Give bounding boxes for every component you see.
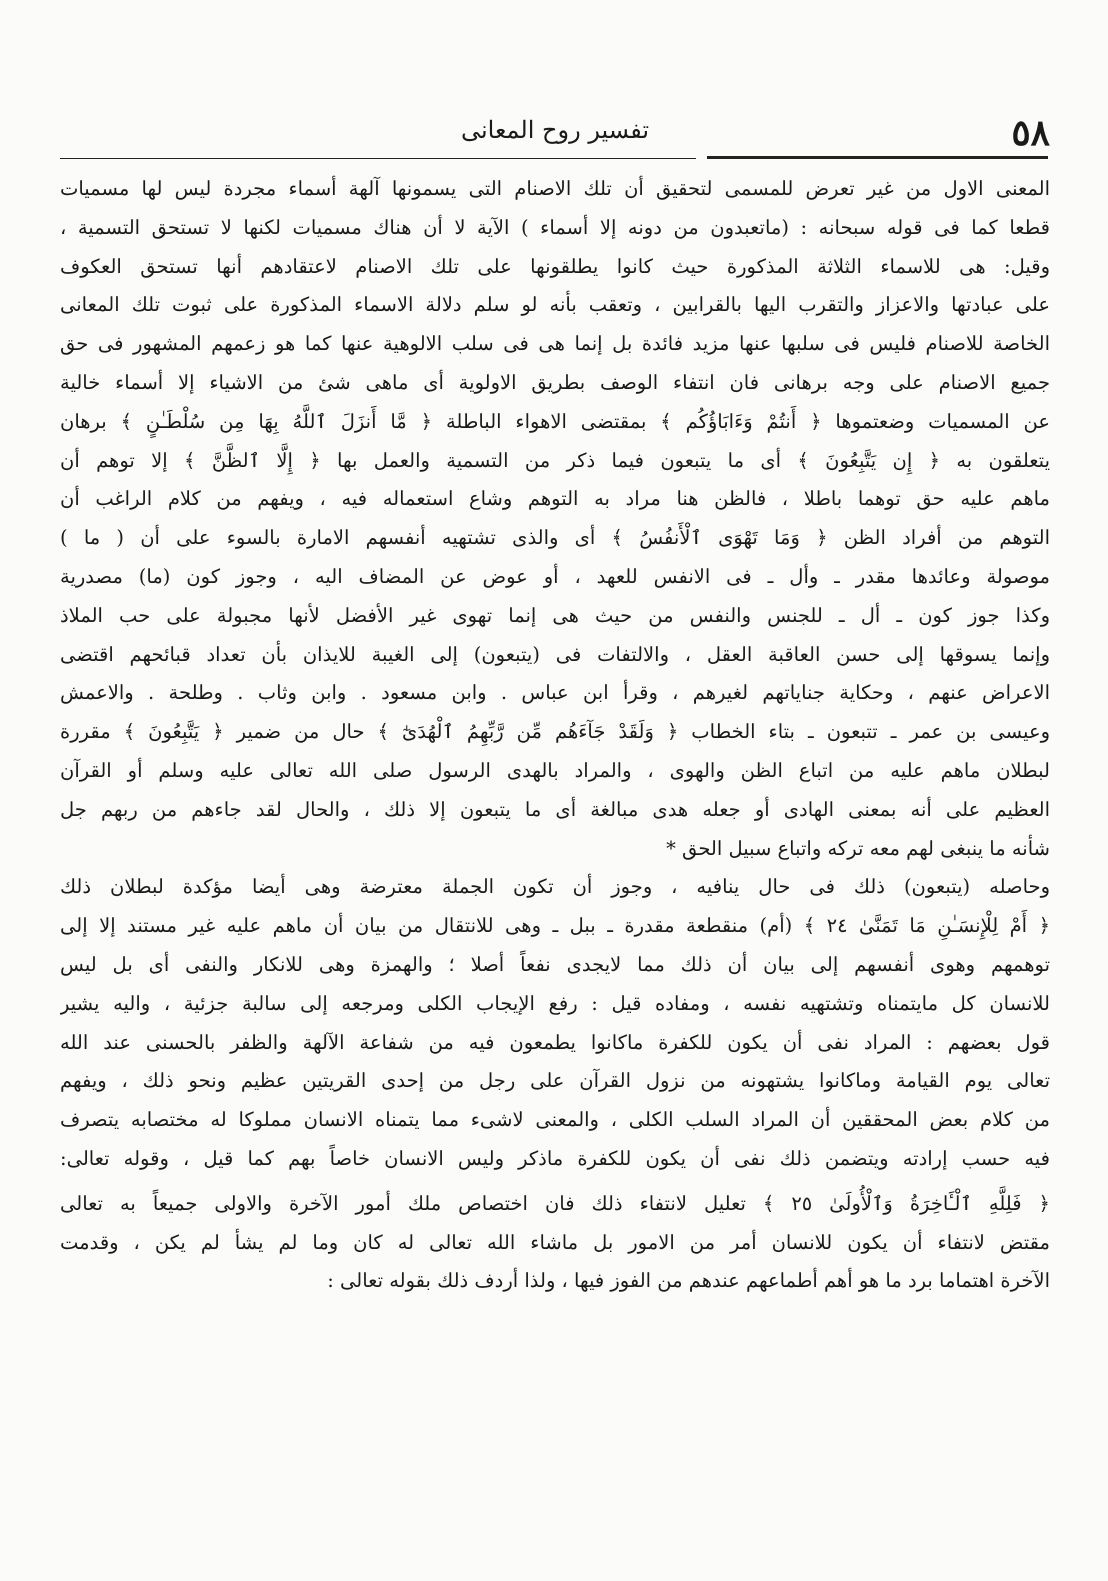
text-line: ﴿ فَلِلَّهِ ٱلْـَٔاخِرَةُ وَٱلْأُولَىٰ ٢٥ ﴾ تعليل لانتفاء ذلك فان اختصاص ملك أمور الآخرة والاولى جميعاً به تعالى	[60, 1191, 1050, 1215]
text-line: وإنما يسوقها إلى حسن العاقبة العقل ، والالتفات فى (يتبعون) إلى الغيبة للايذان بأن تعداد قبائحهم اقتضى	[60, 642, 1050, 666]
text-line: يتعلقون به ﴿ إِن يَتَّبِعُونَ ﴾ أى ما يتبعون فيما ذكر من التسمية والعمل بها ﴿ إِلَّا ٱلظَّنَّ ﴾ إلا توهم أن	[60, 448, 1050, 472]
text-line: ﴿ أَمْ لِلْإِنسَـٰنِ مَا تَمَنَّىٰ ٢٤ ﴾ (أم) منقطعة مقدرة ـ ببل ـ وهى للانتقال من بيان أن ماهم عليه غير مستند إلا إلى	[60, 914, 1050, 938]
text-line: الآخرة اهتماما برد ما هو أهم أطماعهم عندهم من الفوز فيها ، ولذا أردف ذلك بقوله تعالى :	[327, 1269, 1050, 1293]
text-line: وعيسى بن عمر ـ تتبعون ـ بتاء الخطاب ﴿ وَلَقَدْ جَآءَهُم مِّن رَّبِّهِمُ ٱلْهُدَىٰٓ ﴾ حال من ضمير ﴿ يَتَّبِعُونَ ﴾ مقررة	[60, 720, 1050, 744]
text-line: مقتض لانتفاء أن يكون للانسان أمر من الامور بل ماشاء الله تعالى له كان وما لم يشأ لم يكن ، وقدمت	[60, 1230, 1050, 1254]
text-line: فيه حسب إرادته ويتضمن ذلك نفى أن يكون للكفرة ماذكر وليس الانسان خاصاً بهم كما قيل ، وقوله تعالى:	[60, 1146, 1050, 1170]
text-line: المعنى الاول من غير تعرض للمسمى لتحقيق أن تلك الاصنام التى يسمونها آلهة أسماء مجردة ليس لها مسميات	[60, 177, 1050, 200]
header-rule-thin	[60, 158, 696, 159]
text-line: شأنه ما ينبغى لهم معه تركه واتباع سبيل الحق *	[666, 836, 1050, 860]
text-line: التوهم من أفراد الظن ﴿ وَمَا تَهْوَى ٱلْأَنفُسُ ﴾ أى والذى تشتهيه أنفسهم الامارة بالسوء على أن ( ما )	[60, 526, 1050, 550]
page-number: ٥٨	[1011, 112, 1050, 154]
body-text	[60, 170, 1050, 1301]
text-line: قول بعضهم : المراد نفى أن يكون للكفرة ماكانوا يطمعون فيه من شفاعة الآلهة والظفر بالحسنى عند الله	[60, 1030, 1050, 1054]
text-line: العظيم على أنه بمعنى الهادى أو جعله هدى مبالغة أى ما يتبعون إلا ذلك ، والحال لقد جاءهم من ربهم جل	[60, 797, 1050, 821]
text-line: توهمهم وهوى أنفسهم إلى بيان أن ذلك مما لايجدى نفعاً أصلا ؛ والهمزة وهى للانكار والنفى أى بل ليس	[60, 952, 1050, 976]
text-line: وحاصله (يتبعون) ذلك فى حال ينافيه ، وجوز أن تكون الجملة معترضة وهى أيضا مؤكدة لبطلان ذلك	[60, 875, 1050, 899]
text-line: قطعا كما فى قوله سبحانه : (ماتعبدون من دونه إلا أسماء ) الآية لا أن هناك مسميات لكنها لا تستحق التسمية ،	[60, 215, 1050, 239]
running-title: تفسير روح المعانى	[460, 116, 650, 144]
text-line: موصولة وعائدها مقدر ـ وأل ـ فى الانفس للعهد ، أو عوض عن المضاف اليه ، وجوز كون (ما) مصدرية	[60, 564, 1050, 588]
text-line: وكذا جوز كون ـ أل ـ للجنس والنفس من حيث هى إنما تهوى غير الأفضل لأنها مجبولة على حب الملاذ	[60, 603, 1050, 627]
text-line: على عبادتها والاعزاز والتقرب اليها بالقرابين ، وتعقب بأنه لو سلم دلالة الاسماء المذكورة على ثبوت تلك المعانى	[60, 293, 1050, 317]
text-line: وقيل: هى للاسماء الثلاثة المذكورة حيث كانوا يطلقونها على تلك الاصنام لاعتقادهم أنها تستحق العكوف	[60, 254, 1050, 278]
text-line: جميع الاصنام على وجه برهانى فان انتفاء الوصف بطريق الاولوية أى ماهى شئ من الاشياء إلا أسماء خالية	[60, 370, 1050, 394]
text-line: عن المسميات وضعتموها ﴿ أَنتُمْ وَءَابَاؤُكُم ﴾ بمقتضى الاهواء الباطلة ﴿ مَّا أَنزَلَ ٱللَّهُ بِهَا مِن سُلْطَـٰنٍ ﴾ برهان	[60, 409, 1050, 433]
text-line: ماهم عليه حق توهما باطلا ، فالظن هنا مراد به التوهم وشاع استعماله فيه ، ويفهم من كلام الراغب أن	[60, 487, 1050, 511]
text-line: لبطلان ماهم عليه من اتباع الظن والهوى ، والمراد بالهدى الرسول صلى الله تعالى عليه وسلم أو القرآن	[60, 758, 1050, 782]
text-line: للانسان كل مايتمناه وتشتهيه نفسه ، ومفاده قيل : رفع الإيجاب الكلى ومرجعه إلى سالبة جزئية ، واليه يشير	[60, 991, 1050, 1015]
text-line: الاعراض عنهم ، وحكاية جناياتهم لغيرهم ، وقرأ ابن عباس . وابن مسعود . وابن وثاب . وطلحة . والاعمش	[60, 681, 1050, 705]
page-header	[60, 110, 1050, 158]
text-line: الخاصة للاصنام فليس فى سلبها عنها مزيد فائدة بل إنما هى فى سلب الالوهية عنها كما هو زعمهم المشهور فى حق	[60, 332, 1050, 356]
text-line: تعالى يوم القيامة وماكانوا يشتهونه من نزول القرآن على رجل من إحدى القريتين عظيم ونحو ذلك ، ويفهم	[60, 1069, 1050, 1093]
text-line: من كلام بعض المحققين أن المراد السلب الكلى ، والمعنى لاشىء مما يتمناه الانسان مملوكا له مختصابه يتصرف	[60, 1108, 1050, 1132]
header-rule-thick	[707, 156, 1048, 159]
